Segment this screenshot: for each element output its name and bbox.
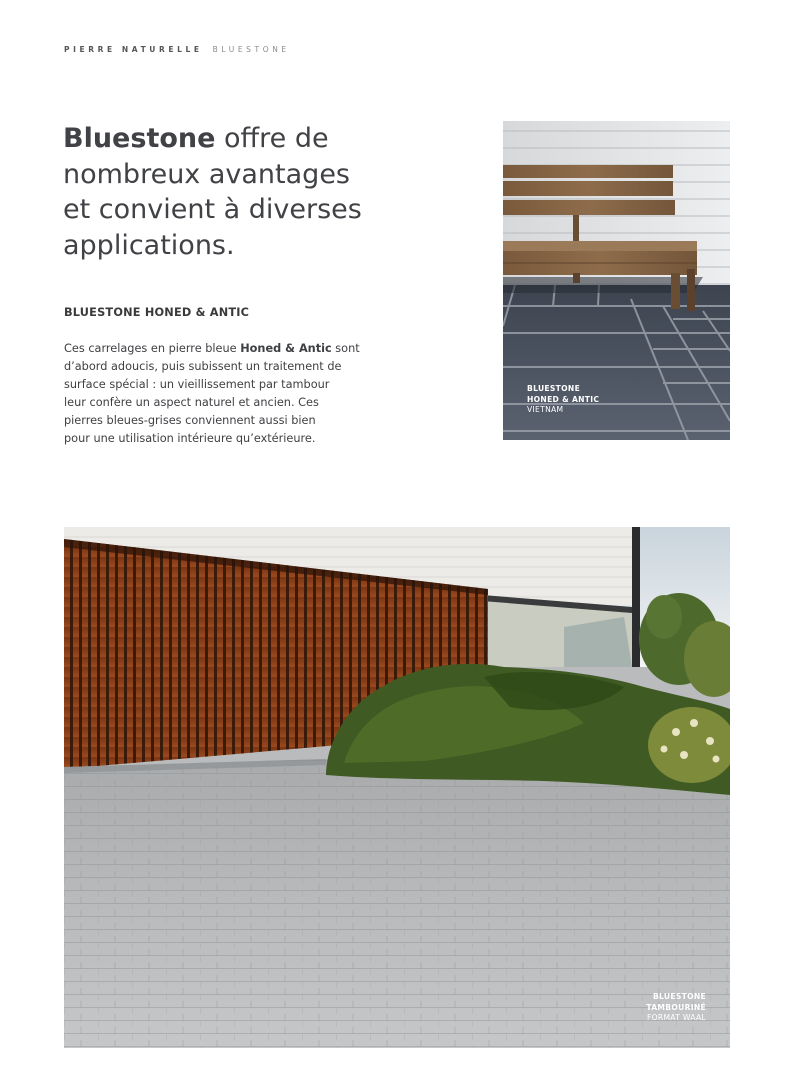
description-line-6: pour une utilisation intérieure qu’extérieure. [64, 432, 316, 445]
caption-format: FORMAT WAAL [646, 1013, 706, 1022]
caption-product: BLUESTONE [652, 992, 706, 1001]
headline-line3: et convient à diverses [63, 194, 362, 225]
headline-bold: Bluestone [63, 123, 216, 154]
bench-photo [503, 121, 730, 440]
headline-line1: offre de [215, 123, 329, 154]
description-line-5: pierres bleues-grises conviennent aussi bien [64, 414, 316, 427]
caption-finish: HONED & ANTIC [527, 394, 600, 404]
description-line-2: d’abord adoucis, puis subissent un traitement de [64, 360, 342, 373]
driveway-photo [64, 527, 730, 1048]
bench-photo-caption [527, 384, 599, 416]
caption-product: BLUESTONE [527, 384, 581, 393]
headline-line2: nombreux avantages [63, 158, 350, 190]
description-line-1 [64, 340, 384, 358]
description-product-name: Honed & Antic [240, 342, 332, 355]
running-header [64, 45, 290, 54]
driveway-photo-caption [646, 992, 706, 1024]
description-text: sont [331, 342, 360, 355]
driveway-illustration [64, 527, 730, 1048]
caption-finish: TAMBOURINÉ [646, 1002, 706, 1012]
description-text: Ces carrelages en pierre bleue [64, 342, 241, 355]
section-label: PIERRE NATURELLE [64, 45, 203, 54]
product-subheading: BLUESTONE HONED & ANTIC [64, 306, 250, 319]
product-description [64, 340, 384, 448]
subsection-label: BLUESTONE [212, 45, 290, 54]
headline-line4: applications. [63, 229, 235, 261]
description-line-4: leur confère un aspect naturel et ancien. Ces [64, 396, 319, 409]
description-line-3: surface spécial : un vieillissement par tambour [64, 378, 330, 391]
caption-origin: VIETNAM [527, 405, 564, 414]
page-headline [63, 121, 393, 263]
